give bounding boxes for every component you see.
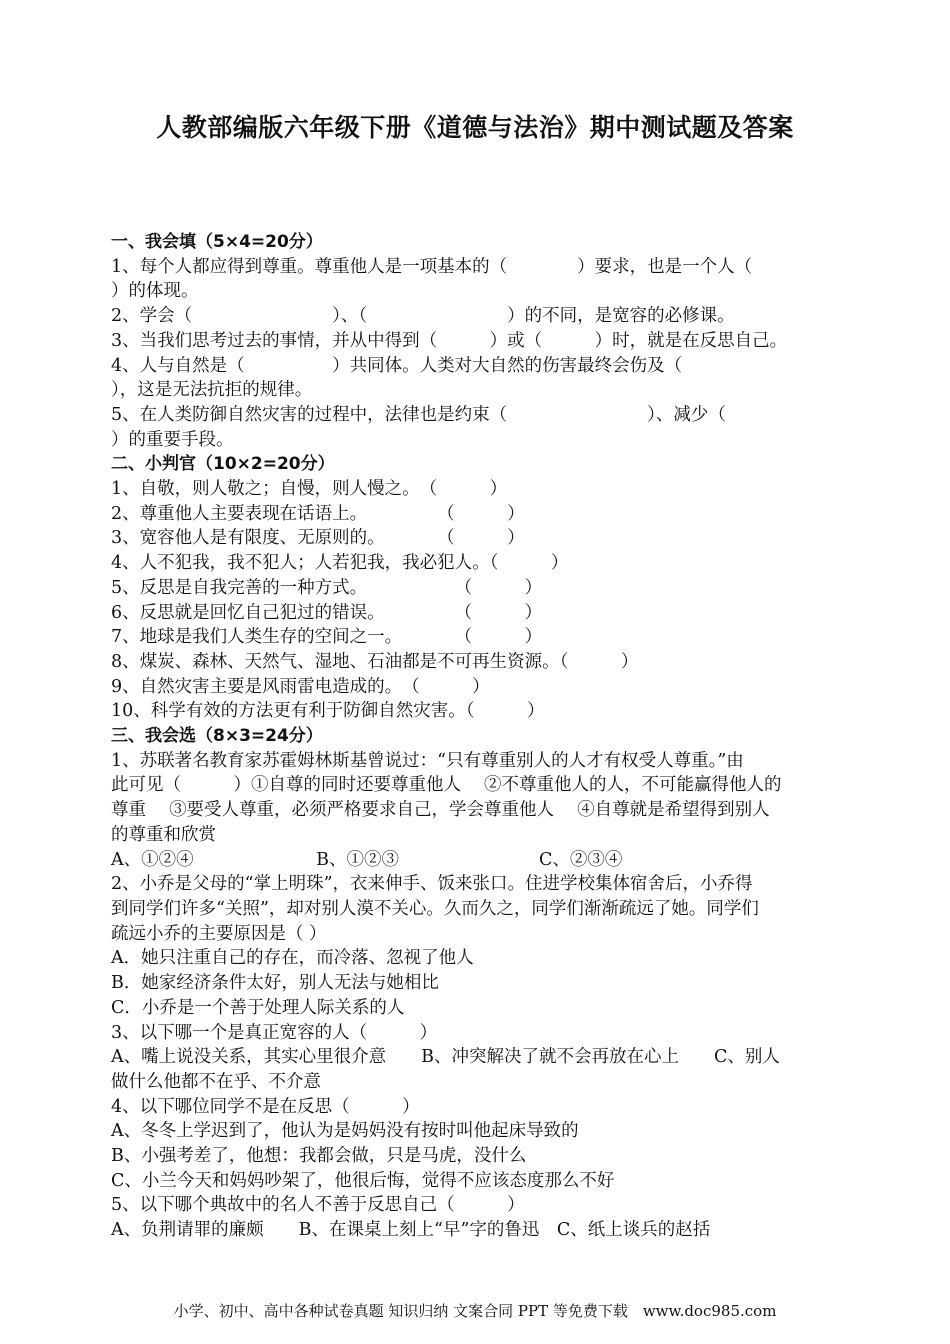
footer-text: 小学、初中、高中各种试卷真题 知识归纳 文案合同 PPT 等免费下载 www.doc985.com	[173, 1302, 777, 1320]
question-line: 4、以下哪位同学不是在反思（ ）	[111, 1096, 420, 1117]
question-line: 尊重 ③要受人尊重，必须严格要求自己，学会尊重他人 ④自尊就是希望得到别人	[111, 800, 770, 821]
question-line: 3、以下哪一个是真正宽容的人（ ）	[111, 1022, 438, 1043]
question-line: 做什么他都不在乎、不介意	[111, 1071, 321, 1092]
question-line: C、小兰今天和妈妈吵架了，他很后悔，觉得不应该态度那么不好	[111, 1170, 615, 1191]
question-line: ）的重要手段。	[111, 429, 234, 450]
question-line: C．小乔是一个善于处理人际关系的人	[111, 997, 405, 1018]
question-line: 的尊重和欣赏	[111, 824, 216, 845]
question-line: 5、以下哪个典故中的名人不善于反思自己（ ）	[111, 1195, 525, 1216]
question-line: 1、每个人都应得到尊重。尊重他人是一项基本的（ ）要求，也是一个人（	[111, 256, 753, 277]
question-line: ），这是无法抗拒的规律。	[111, 380, 313, 401]
question-line: 1、苏联著名教育家苏霍姆林斯基曾说过：“只有尊重别人的人才有权受人尊重。”由	[111, 750, 744, 771]
question-line: 此可见（ ）①自尊的同时还要尊重他人 ②不尊重他人的人，不可能赢得他人的	[111, 775, 782, 796]
question-line: A、负荆请罪的廉颇 B、在课桌上刻上“早”字的鲁迅 C、纸上谈兵的赵括	[111, 1220, 711, 1241]
question-line: 3、宽容他人是有限度、无原则的。 （ ）	[111, 528, 525, 549]
question-line: 2、学会（ ）、（ ）的不同，是宽容的必修课。	[111, 306, 735, 327]
question-line: 8、煤炭、森林、天然气、湿地、石油都是不可再生资源。（ ）	[111, 651, 639, 672]
question-line: A、冬冬上学迟到了，他认为是妈妈没有按时叫他起床导致的	[111, 1121, 579, 1142]
question-line: 2、小乔是父母的“掌上明珠”，衣来伸手、饭来张口。住进学校集体宿舍后，小乔得	[111, 874, 753, 895]
question-line: 到同学们许多“关照”，却对别人漠不关心。久而久之，同学们渐渐疏远了她。同学们	[111, 898, 759, 919]
question-line: A、嘴上说没关系，其实心里很介意 B、冲突解决了就不会再放在心上 C、别人	[111, 1047, 780, 1068]
question-line: A、①②④ B、①②③ C、②③④	[111, 849, 623, 870]
question-line: 4、人不犯我，我不犯人；人若犯我，我必犯人。（ ）	[111, 553, 569, 574]
question-line: 7、地球是我们人类生存的空间之一。 （ ）	[111, 627, 543, 648]
question-line: 6、反思就是回忆自己犯过的错误。 （ ）	[111, 602, 543, 623]
question-line: 4、人与自然是（ ）共同体。人类对大自然的伤害最终会伤及（	[111, 355, 683, 376]
question-line: B、小强考差了，他想：我都会做，只是马虎，没什么	[111, 1146, 527, 1167]
question-line: 1、自敬，则人敬之；自慢，则人慢之。 （ ）	[111, 479, 508, 500]
exam-content	[111, 230, 841, 1243]
section-heading: 三、我会选（8×3=24分）	[111, 726, 323, 747]
question-line: ）的体现。	[111, 281, 199, 302]
question-line: 5、反思是自我完善的一种方式。 （ ）	[111, 577, 543, 598]
question-line: A．她只注重自己的存在，而冷落、忽视了他人	[111, 948, 474, 969]
question-line: 9、自然灾害主要是风雨雷电造成的。 （ ）	[111, 676, 490, 697]
question-line: 疏远小乔的主要原因是（ ）	[111, 923, 327, 944]
question-line: B．她家经济条件太好，别人无法与她相比	[111, 973, 439, 994]
question-line: 3、当我们思考过去的事情，并从中得到（ ）或（ ）时，就是在反思自己。	[111, 330, 788, 351]
section-heading: 一、我会填（5×4=20分）	[111, 232, 323, 252]
question-line: 2、尊重他人主要表现在话语上。 （ ）	[111, 503, 525, 524]
section-heading: 二、小判官（10×2=20分）	[111, 454, 335, 475]
question-line: 5、在人类防御自然灾害的过程中，法律也是约束（ ）、减少（	[111, 404, 726, 425]
page-title: 人教部编版六年级下册《道德与法治》期中测试题及答案	[156, 113, 794, 142]
question-line: 10、科学有效的方法更有利于防御自然灾害。（ ）	[111, 701, 545, 722]
